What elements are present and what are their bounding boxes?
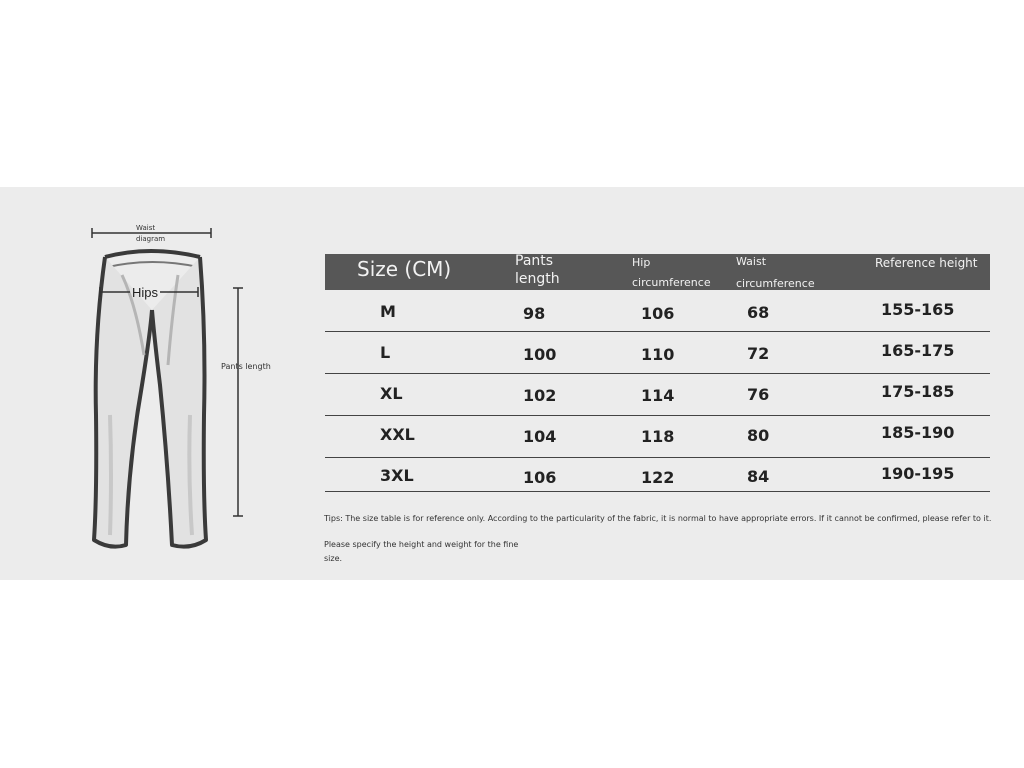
- tips-text: Tips: The size table is for reference only. According to the particularity of the fabric, it is normal to have appropriate errors. If it cannot be confirmed, please refer to it.: [324, 514, 992, 523]
- row-divider: [325, 415, 990, 416]
- header-hip-line2: circumference: [632, 276, 711, 289]
- cell-height: 165-175: [881, 341, 955, 360]
- cell-waist: 80: [747, 426, 770, 445]
- cell-pants-length: 106: [523, 468, 557, 487]
- cell-size: M: [380, 302, 396, 321]
- header-waist-line2: circumference: [736, 277, 815, 290]
- cell-size: L: [380, 343, 391, 362]
- cell-height: 155-165: [881, 300, 955, 319]
- cell-pants-length: 98: [523, 304, 546, 323]
- cell-waist: 76: [747, 385, 770, 404]
- header-size: [357, 256, 451, 282]
- row-divider: [325, 331, 990, 332]
- cell-size: 3XL: [380, 466, 414, 485]
- cell-hip: 118: [641, 427, 675, 446]
- cell-waist: 68: [747, 303, 770, 322]
- specify-text-line2: size.: [324, 554, 343, 563]
- cell-pants-length: 104: [523, 427, 557, 446]
- header-reference-height: [875, 256, 978, 272]
- cell-hip: 110: [641, 345, 675, 364]
- cell-hip: 122: [641, 468, 675, 487]
- cell-height: 190-195: [881, 464, 955, 483]
- header-hip-line1: Hip: [632, 256, 651, 269]
- header-pants-length: [515, 252, 560, 288]
- waist-label: [136, 223, 165, 245]
- cell-pants-length: 100: [523, 345, 557, 364]
- pants-length-label: Pants length: [221, 362, 271, 371]
- cell-size: XXL: [380, 425, 415, 444]
- header-pants-length-line1: Pants: [515, 253, 554, 269]
- header-reference-height-text: Reference height: [875, 256, 978, 270]
- header-hip: [632, 253, 711, 293]
- header-pants-length-line2: length: [515, 271, 560, 288]
- waist-label-line2: diagram: [136, 235, 166, 243]
- cell-height: 185-190: [881, 423, 955, 442]
- cell-pants-length: 102: [523, 386, 557, 405]
- cell-size: XL: [380, 384, 403, 403]
- cell-hip: 106: [641, 304, 675, 323]
- header-waist-line1: Waist: [736, 255, 767, 268]
- pants-outline-icon: [80, 215, 290, 555]
- row-divider: [325, 491, 990, 492]
- cell-waist: 72: [747, 344, 770, 363]
- row-divider: [325, 457, 990, 458]
- cell-height: 175-185: [881, 382, 955, 401]
- waist-label-line1: Waist: [136, 224, 156, 232]
- size-table-header: [325, 254, 990, 290]
- cell-waist: 84: [747, 467, 770, 486]
- hips-label: Hips: [132, 285, 159, 300]
- header-waist: [736, 251, 815, 295]
- header-size-text: Size (CM): [357, 257, 452, 281]
- row-divider: [325, 373, 990, 374]
- pants-diagram: [80, 215, 290, 555]
- cell-hip: 114: [641, 386, 675, 405]
- specify-text-line1: Please specify the height and weight for the fine: [324, 540, 519, 549]
